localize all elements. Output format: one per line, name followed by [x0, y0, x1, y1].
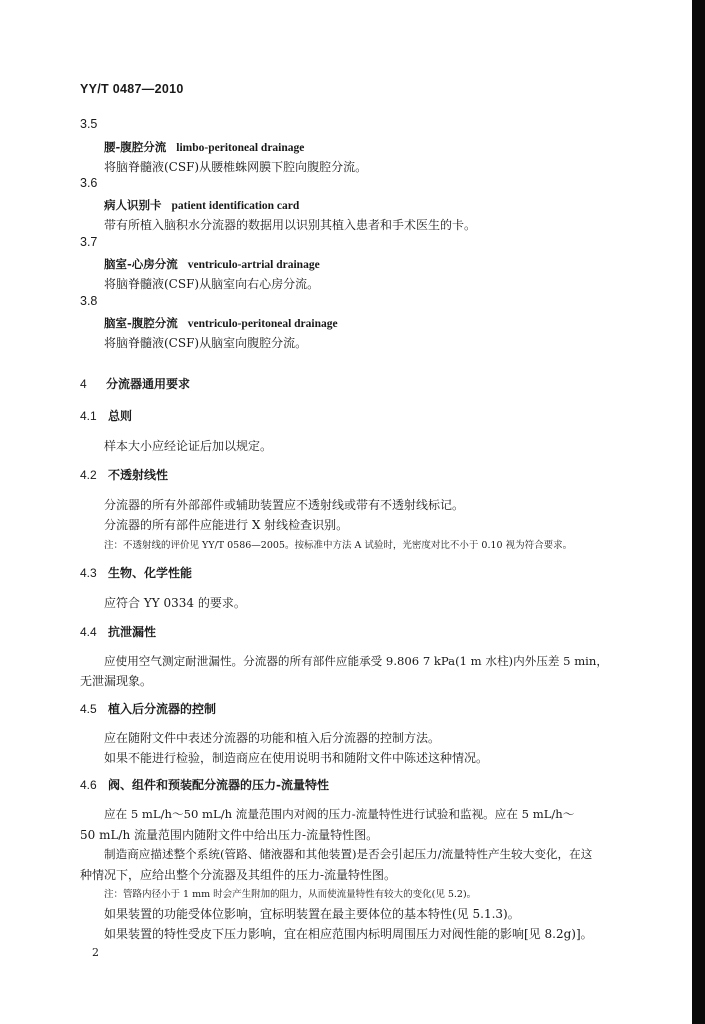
standard-header: YY/T 0487—2010 [80, 82, 184, 96]
term-definition: 将脑脊髓液(CSF)从脑室向腹腔分流。 [104, 336, 308, 350]
paragraph-continuation: 种情况下，应给出整个分流器及其组件的压力-流量特性图。 [80, 868, 397, 882]
term-en: patient identification card [171, 200, 300, 212]
clause-number: 3.6 [80, 176, 98, 190]
clause-number: 3.7 [80, 235, 98, 249]
page-number: 2 [92, 946, 99, 959]
paragraph: 如果不能进行检验，制造商应在使用说明书和随附文件中陈述这种情况。 [104, 751, 489, 765]
clause-number: 3.8 [80, 294, 98, 308]
term-cn: 脑室-心房分流 [104, 257, 178, 271]
term-cn: 脑室-腹腔分流 [104, 316, 178, 330]
clause-number: 3.5 [80, 117, 98, 131]
paragraph: 如果装置的特性受皮下压力影响，宜在相应范围内标明周围压力对阀性能的影响[见 8.2g)]。 [104, 927, 593, 941]
term-heading [104, 256, 320, 272]
note: 注：管路内径小于 1 mm 时会产生附加的阻力，从而使流量特性有较大的变化(见 5.2)。 [104, 889, 477, 900]
term-heading [104, 139, 304, 155]
paragraph: 如果装置的功能受体位影响，宜标明装置在最主要体位的基本特性(见 5.1.3)。 [104, 907, 520, 921]
subsection-heading: 4.1 总则 [80, 409, 133, 423]
subsection-heading: 4.6 阀、组件和预装配分流器的压力-流量特性 [80, 778, 329, 792]
paragraph-continuation: 无泄漏现象。 [80, 674, 153, 688]
term-definition: 带有所植入脑积水分流器的数据用以识别其植入患者和手术医生的卡。 [104, 218, 477, 232]
term-en: limbo-peritoneal drainage [176, 142, 305, 154]
section-heading: 4 分流器通用要求 [80, 377, 191, 391]
paragraph: 应在随附文件中表述分流器的功能和植入后分流器的控制方法。 [104, 731, 441, 745]
paragraph: 分流器的所有部件应能进行 X 射线检查识别。 [104, 518, 349, 532]
subsection-heading: 4.4 抗泄漏性 [80, 625, 157, 639]
paragraph: 制造商应描述整个系统(管路、储液器和其他装置)是否会引起压力/流量特性产生较大变化，在这 [104, 847, 593, 861]
term-cn: 腰-腹腔分流 [104, 140, 167, 154]
paragraph: 应使用空气测定耐泄漏性。分流器的所有部件应能承受 9.806 7 kPa(1 m 水柱)内外压差 5 min， [104, 654, 608, 668]
term-heading [104, 315, 338, 331]
term-en: ventriculo-artrial drainage [187, 259, 320, 271]
paragraph: 分流器的所有外部部件或辅助装置应不透射线或带有不透射线标记。 [104, 498, 465, 512]
term-definition: 将脑脊髓液(CSF)从脑室向右心房分流。 [104, 277, 320, 291]
term-heading [104, 197, 299, 213]
term-definition: 将脑脊髓液(CSF)从腰椎蛛网膜下腔向腹腔分流。 [104, 160, 368, 174]
subsection-heading: 4.2 不透射线性 [80, 468, 169, 482]
paragraph-continuation: 50 mL/h 流量范围内随附文件中给出压力-流量特性图。 [80, 828, 379, 842]
term-cn: 病人识别卡 [104, 198, 162, 212]
paragraph: 应符合 YY 0334 的要求。 [104, 596, 246, 610]
subsection-heading: 4.5 植入后分流器的控制 [80, 702, 217, 716]
paragraph: 样本大小应经论证后加以规定。 [104, 439, 273, 453]
term-en: ventriculo-peritoneal drainage [187, 318, 338, 330]
paragraph: 应在 5 mL/h～50 mL/h 流量范围内对阀的压力-流量特性进行试验和监视。应在 5 mL/h～ [104, 807, 575, 821]
note: 注：不透射线的评价见 YY/T 0586—2005。按标准中方法 A 试验时，光密度对比不小于 0.10 视为符合要求。 [104, 540, 573, 551]
subsection-heading: 4.3 生物、化学性能 [80, 566, 193, 580]
page-edge-bar [692, 0, 705, 1024]
